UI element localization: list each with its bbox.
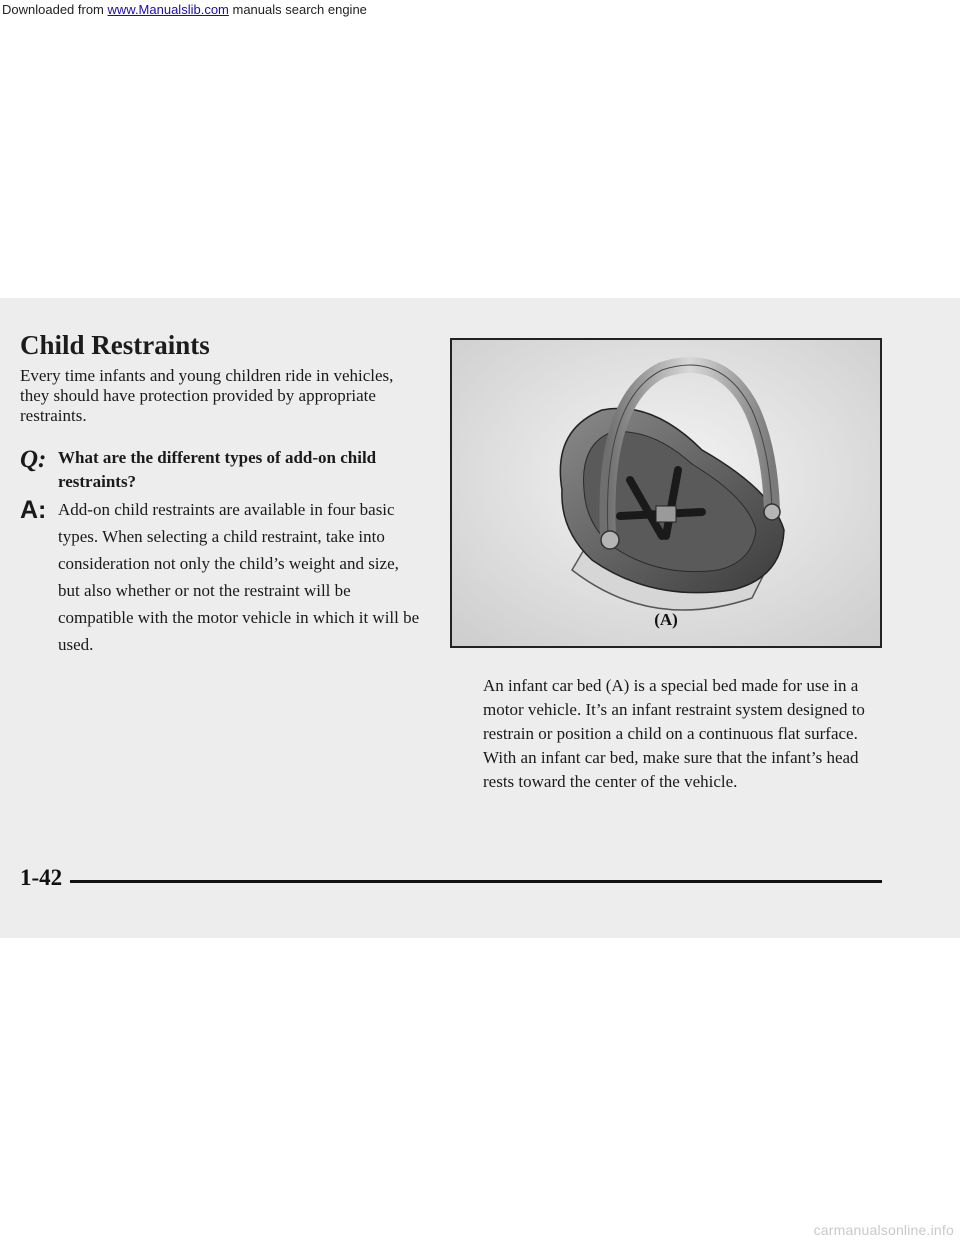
- answer-mark-label: A:: [20, 496, 47, 524]
- question-mark-label: Q:: [20, 446, 47, 473]
- page-number: 1-42: [20, 865, 63, 890]
- infant-car-bed-figure: [450, 338, 882, 648]
- manualslib-link[interactable]: www.Manualslib.com: [107, 2, 229, 17]
- watermark-brand: carmanualsonline.info: [813, 1222, 954, 1238]
- figure-label: (A): [654, 610, 678, 629]
- download-banner: [0, 0, 367, 17]
- answer-text: Add-on child restraints are available in four basic types. When selecting a child restraint, take into consideration not only the child’s weight and size, but also whether or not the restraint will be compatible with the motor vehicle in which it will be used.: [58, 500, 420, 654]
- footer-rule: [70, 880, 882, 883]
- question-block: [20, 446, 420, 494]
- download-banner-suffix: manuals search engine: [228, 2, 367, 17]
- figure-caption: An infant car bed (A) is a special bed made for use in a motor vehicle. It’s an infant restraint system designed to restrain or position a child on a continuous flat surface. With an infant car bed, make sure that the infant’s head rests toward the center of the vehicle.: [483, 676, 865, 791]
- section-title: Child Restraints: [20, 330, 210, 360]
- question-text: What are the different types of add-on child restraints?: [58, 448, 377, 491]
- intro-paragraph: Every time infants and young children ride in vehicles, they should have protection provided by appropriate restraints.: [20, 366, 394, 425]
- handle-pivot-left: [601, 531, 619, 549]
- download-banner-prefix: Downloaded from: [2, 2, 108, 17]
- answer-block: [20, 496, 420, 658]
- handle-pivot-right: [764, 504, 780, 520]
- harness-buckle: [656, 506, 676, 522]
- infant-car-bed-illustration: [452, 340, 880, 646]
